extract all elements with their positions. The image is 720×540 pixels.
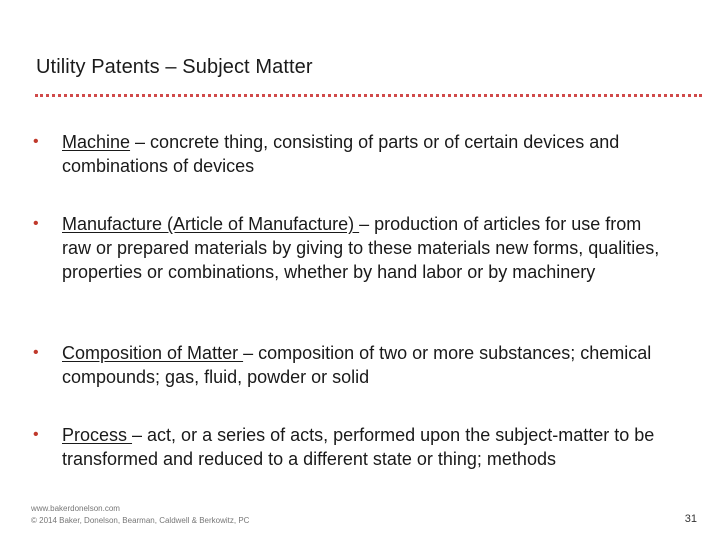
item-text [62,423,663,471]
bullet-icon: • [33,133,39,150]
item-text [62,341,663,389]
bullet-icon: • [33,344,39,361]
bullet-icon: • [33,215,39,232]
item-text [62,130,663,178]
page-number: 31 [684,513,697,525]
slide-title: Utility Patents – Subject Matter [36,56,313,78]
item-description: – composition of two or more substances; chemical compounds; gas, fluid, powder or solid [62,343,652,387]
title-divider [35,94,702,97]
footer-copyright: © 2014 Baker, Donelson, Bearman, Caldwell & Berkowitz, PC [31,516,250,525]
item-description: – act, or a series of acts, performed upon the subject-matter to be transformed and reduced to a different state or thing; methods [62,425,655,469]
item-term: Composition of Matter [62,343,244,363]
item-term: Manufacture (Article of Manufacture) [62,214,360,234]
bullet-icon: • [33,426,39,443]
footer-url: www.bakerdonelson.com [31,504,120,513]
item-term: Machine [62,132,131,152]
item-description: – concrete thing, consisting of parts or of certain devices and combinations of devices [62,132,620,176]
item-term: Process [62,425,133,445]
item-text [62,212,663,284]
item-description: – production of articles for use from raw or prepared materials by giving to these materials new forms, qualities, properties or combinations, whether by hand labor or by machinery [62,214,660,282]
